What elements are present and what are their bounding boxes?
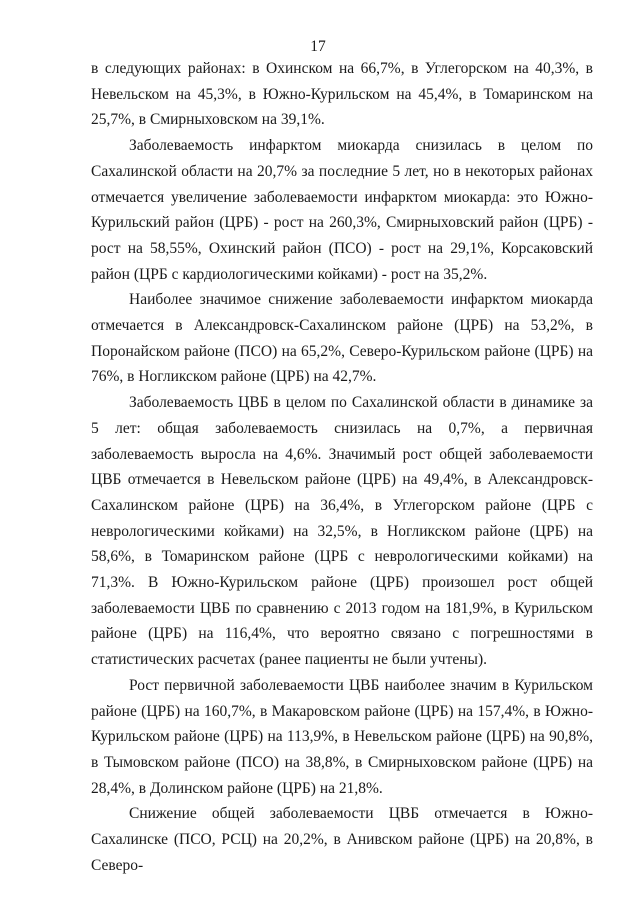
paragraph-continuation: в следующих районах: в Охинском на 66,7%, в Углегорском на 40,3%, в Невельском на 45,3%, в Южно-Курильском на 45,4%, в Томаринском на 25,7%, в Смирныховском на 39,1%.: [91, 60, 593, 129]
page-number: 17: [310, 38, 326, 55]
paragraph-myocardial-infarction-increase: Заболеваемость инфарктом миокарда снизилась в целом по Сахалинской области на 20,7% за последние 5 лет, но в некоторых районах отмечается увеличение заболеваемости инфарктом миокарда: это Южно-Курильский район (ЦРБ) - рост на 260,3%, Смирныховский район (ЦРБ) - рост на 58,55%, Охинский район (ПСО) - рост на 29,1%, Корсаковский район (ЦРБ с кардиологическими койками) - рост на 35,2%.: [91, 137, 593, 283]
paragraph-cvd-primary-growth: Рост первичной заболеваемости ЦВБ наиболее значим в Курильском районе (ЦРБ) на 160,7%, в Макаровском районе (ЦРБ) на 157,4%, в Южно-Курильском районе (ЦРБ) на 113,9%, в Невельском районе (ЦРБ) на 90,8%, в Тымовском районе (ПСО) на 38,8%, в Смирныховском районе (ЦРБ) на 28,4%, в Долинском районе (ЦРБ) на 21,8%.: [91, 676, 593, 797]
paragraph-myocardial-infarction-decrease: Наиболее значимое снижение заболеваемости инфарктом миокарда отмечается в Александровск-Сахалинском районе (ЦРБ) на 53,2%, в Поронайском районе (ПСО) на 65,2%, Северо-Курильском районе (ЦРБ) на 76%, в Ногликском районе (ЦРБ) на 42,7%.: [91, 291, 593, 386]
document-body: [91, 56, 593, 879]
paragraph-cvd-overall: Заболеваемость ЦВБ в целом по Сахалинской области в динамике за 5 лет: общая заболеваемость снизилась на 0,7%, а первичная заболеваемость выросла на 4,6%. Значимый рост общей заболеваемости ЦВБ отмечается в Невельском районе (ЦРБ) на 49,4%, в Александровск-Сахалинском районе (ЦРБ) на 36,4%, в Углегорском районе (ЦРБ с неврологическими койками) на 32,5%, в Ногликском районе (ЦРБ) на 58,6%, в Томаринском районе (ЦРБ с неврологическими койками) на 71,3%. В Южно-Курильском районе (ЦРБ) произошел рост общей заболеваемости ЦВБ по сравнению с 2013 годом на 181,9%, в Курильском районе (ЦРБ) на 116,4%, что вероятно связано с погрешностями в статистических расчетах (ранее пациенты не были учтены).: [91, 394, 593, 669]
paragraph-cvd-decrease: Снижение общей заболеваемости ЦВБ отмечается в Южно- Сахалинске (ПСО, РСЦ) на 20,2%, в Анивском районе (ЦРБ) на 20,8%, в Северо-: [91, 805, 593, 874]
